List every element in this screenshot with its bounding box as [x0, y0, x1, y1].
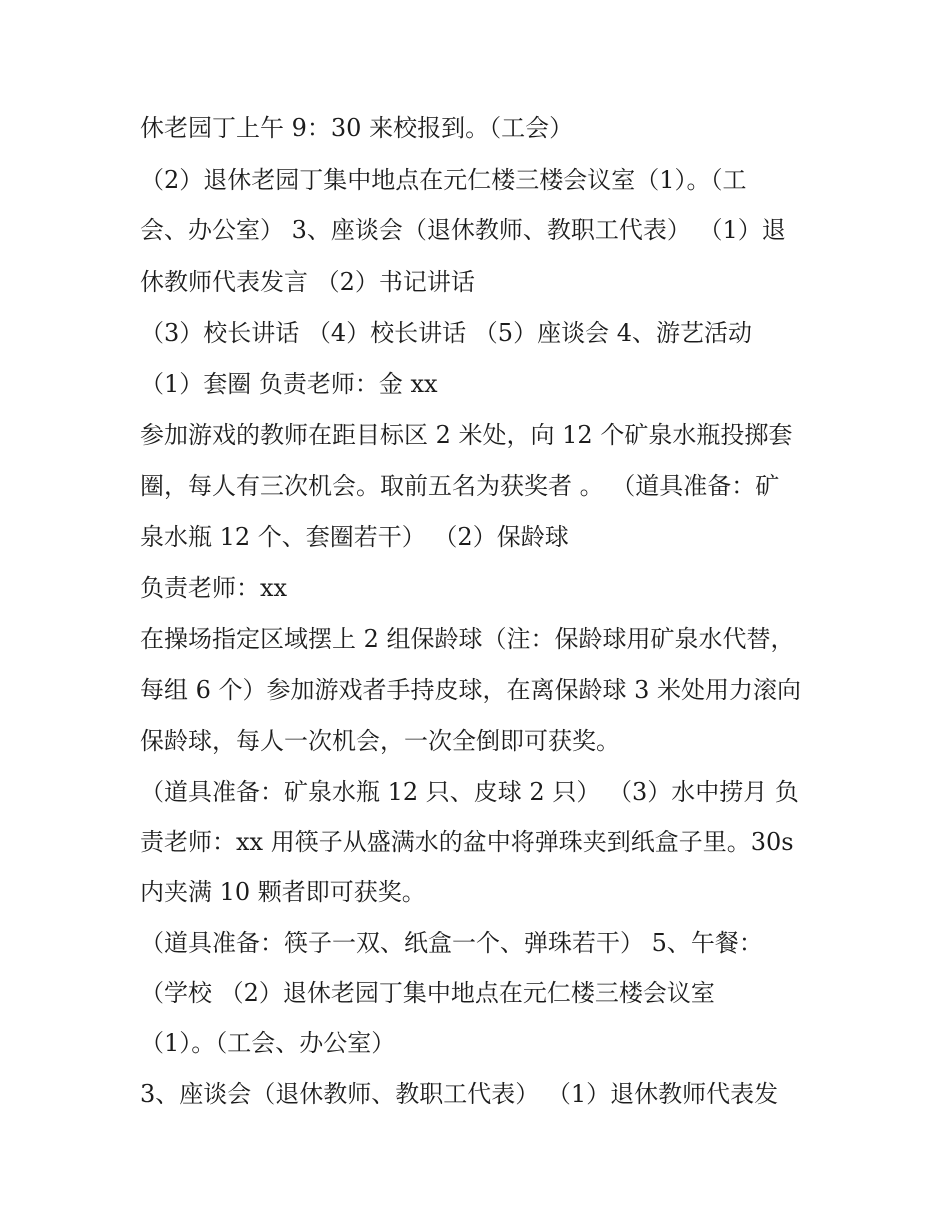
text-line: （2）退休老园丁集中地点在元仁楼三楼会议室（1）。（工 — [140, 166, 747, 194]
text-line: 休教师代表发言 （2）书记讲话 — [140, 268, 475, 296]
text-line: 负责老师：xx — [140, 574, 288, 602]
text-line: 会、办公室） 3、座谈会（退休教师、教职工代表） （1）退 — [140, 216, 786, 244]
text-line: 参加游戏的教师在距目标区 2 米处，向 12 个矿泉水瓶投掷套 — [140, 421, 793, 449]
text-line: （1）。（工会、办公室） — [140, 1029, 396, 1057]
text-line: 泉水瓶 12 个、套圈若干） （2）保龄球 — [140, 523, 569, 551]
text-line: 内夹满 10 颗者即可获奖。 — [140, 878, 426, 906]
text-line: （1）套圈 负责老师：金 xx — [140, 370, 438, 398]
text-line: 保龄球，每人一次机会，一次全倒即可获奖。 — [140, 727, 620, 755]
text-line: （道具准备：筷子一双、纸盒一个、弹珠若干） 5、午餐： — [140, 929, 763, 957]
text-line: 责老师：xx 用筷子从盛满水的盆中将弹珠夹到纸盒子里。30s — [140, 828, 794, 856]
text-line: （道具准备：矿泉水瓶 12 只、皮球 2 只） （3）水中捞月 负 — [140, 778, 799, 806]
text-line: 3、座谈会（退休教师、教职工代表） （1）退休教师代表发 — [140, 1080, 779, 1108]
text-line: 圈，每人有三次机会。取前五名为获奖者 。 （道具准备：矿 — [140, 472, 780, 500]
text-line: 在操场指定区域摆上 2 组保龄球（注：保龄球用矿泉水代替， — [140, 625, 795, 653]
text-line: 每组 6 个）参加游戏者手持皮球，在离保龄球 3 米处用力滚向 — [140, 676, 802, 704]
text-line: （学校 （2）退休老园丁集中地点在元仁楼三楼会议室 — [140, 979, 715, 1007]
text-line: 休老园丁上午 9：30 来校报到。（工会） — [140, 114, 574, 142]
text-line: （3）校长讲话 （4）校长讲话 （5）座谈会 4、游艺活动 — [140, 319, 752, 347]
